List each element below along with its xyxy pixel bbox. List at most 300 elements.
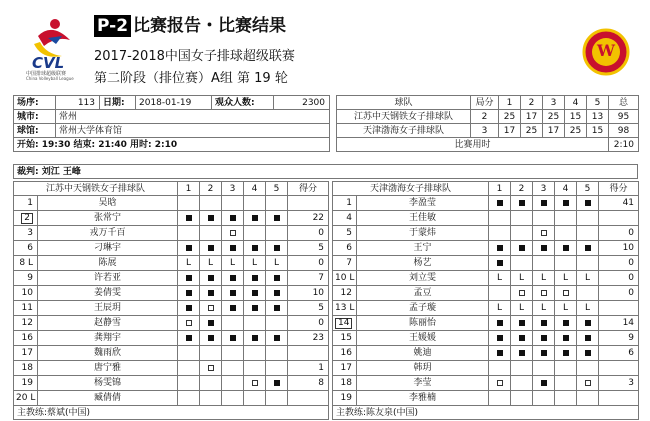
set-participation [489,361,511,376]
starter-mark-icon [252,305,258,311]
player-number-cell [333,331,357,346]
referees: 裁判: 刘江 王峰 [14,165,638,179]
player-points: 10 [599,241,639,256]
set-participation [533,226,555,241]
venue: 常州大学体育馆 [56,124,330,138]
set-participation [178,361,200,376]
set-participation [555,301,577,316]
player-number-cell [14,391,38,406]
set-participation [200,301,222,316]
player-number-cell [333,211,357,226]
starter-mark-icon [252,290,258,296]
starter-mark-icon [230,275,236,281]
set-participation [200,331,222,346]
set-participation [511,346,533,361]
player-row [14,331,329,346]
set-participation [178,331,200,346]
starter-mark-icon [519,335,525,341]
set-participation [555,346,577,361]
starter-mark-icon [274,305,280,311]
player-name: 吴晗 [38,196,178,211]
set-participation [266,346,288,361]
set-participation [511,211,533,226]
player-points [599,391,639,406]
player-number: 13 [335,303,347,313]
score-header: 5 [587,96,609,110]
set-participation [489,331,511,346]
starter-mark-icon [541,335,547,341]
set-participation [533,256,555,271]
set-participation [555,241,577,256]
player-name: 杨雯锦 [38,376,178,391]
starter-mark-icon [497,350,503,356]
starter-mark-icon [274,275,280,281]
player-points: 23 [288,331,329,346]
match-date: 2018-01-19 [136,96,212,110]
starter-mark-icon [208,215,214,221]
set-participation [533,376,555,391]
set-participation [489,226,511,241]
report-code: P-2 [94,15,131,37]
player-number-cell [14,376,38,391]
score-cell: 15 [565,110,587,124]
set-participation [489,271,511,286]
score-header: 3 [543,96,565,110]
set-participation [533,241,555,256]
team-name: 江苏中天钢铁女子排球队 [14,182,178,196]
logo-subtitle: 中国排球超级联赛 [26,71,67,77]
set-participation [244,226,266,241]
player-number: 19 [21,378,33,388]
player-points [599,211,639,226]
set-participation [266,241,288,256]
starter-mark-icon [563,320,569,326]
player-number-cell [333,376,357,391]
player-points: 0 [288,316,329,331]
substitute-mark-icon [497,380,503,386]
city-label: 城市: [14,110,56,124]
starter-mark-icon [230,290,236,296]
set-participation [222,226,244,241]
player-number: 11 [21,303,33,313]
set-participation [200,286,222,301]
score-header: 4 [565,96,587,110]
set-participation [200,256,222,271]
player-points: 0 [599,226,639,241]
starter-mark-icon [274,290,280,296]
set-participation [244,241,266,256]
libero-set-mark: L [497,273,503,283]
match-duration-label: 比赛用时 [337,138,609,152]
player-number-cell [333,241,357,256]
libero-set-mark: L [274,258,280,268]
score-cell: 13 [587,110,609,124]
libero-set-mark: L [497,303,503,313]
starter-mark-icon [497,200,503,206]
score-cell: 15 [587,124,609,138]
score-row [337,124,639,138]
player-name: 李莹 [357,376,489,391]
substitute-mark-icon [230,230,236,236]
starter-mark-icon [541,320,547,326]
starter-mark-icon [274,335,280,341]
player-row [14,271,329,286]
set-participation [533,196,555,211]
set-participation [555,376,577,391]
set-participation [222,331,244,346]
set-participation [533,271,555,286]
starter-mark-icon [519,245,525,251]
player-number-cell [333,361,357,376]
set-participation [577,316,599,331]
set-header: 3 [533,182,555,196]
score-cell: 2 [471,110,499,124]
set-header: 1 [489,182,511,196]
player-name: 于蒙炜 [357,226,489,241]
player-number: 16 [340,348,352,358]
set-participation [489,211,511,226]
set-participation [555,256,577,271]
set-participation [266,376,288,391]
player-number-cell [333,346,357,361]
match-duration: 2:10 [609,138,639,152]
player-number-cell [14,241,38,256]
player-row [333,256,639,271]
libero-set-mark: L [585,303,591,313]
player-number-cell [333,391,357,406]
set-participation [178,316,200,331]
set-participation [577,376,599,391]
player-points [599,361,639,376]
set-participation [577,256,599,271]
set-participation [489,241,511,256]
player-number: 6 [346,243,352,253]
player-number-cell [333,286,357,301]
player-number-cell [14,331,38,346]
audience: 2300 [274,96,330,110]
set-participation [489,196,511,211]
player-points: 14 [599,316,639,331]
player-row [14,346,329,361]
set-participation [222,241,244,256]
set-participation [200,271,222,286]
set-participation [489,346,511,361]
set-participation [200,196,222,211]
set-participation [178,346,200,361]
player-number: 2 [21,213,33,224]
score-cell: 25 [543,110,565,124]
set-header: 2 [200,182,222,196]
substitute-mark-icon [208,365,214,371]
starter-mark-icon [230,215,236,221]
player-name: 臧倩倩 [38,391,178,406]
player-number: 4 [346,213,352,223]
substitute-mark-icon [519,290,525,296]
set-participation [555,361,577,376]
starter-mark-icon [208,320,214,326]
player-name: 王辰玥 [38,301,178,316]
set-participation [533,346,555,361]
set-participation [533,316,555,331]
starter-mark-icon [208,275,214,281]
player-points: 22 [288,211,329,226]
starter-mark-icon [585,320,591,326]
set-participation [266,271,288,286]
player-number-cell [333,301,357,316]
set-participation [222,196,244,211]
set-participation [266,391,288,406]
player-name: 孟子璇 [357,301,489,316]
set-participation [244,196,266,211]
set-header: 得分 [288,182,329,196]
starter-mark-icon [497,260,503,266]
set-participation [533,391,555,406]
starter-mark-icon [541,245,547,251]
player-number: 1 [346,198,352,208]
player-row [14,211,329,226]
starter-mark-icon [541,200,547,206]
set-participation [222,211,244,226]
player-row [14,316,329,331]
player-points [599,301,639,316]
player-name: 孟豆 [357,286,489,301]
player-name: 杨艺 [357,256,489,271]
starter-mark-icon [519,200,525,206]
set-participation [244,361,266,376]
city: 常州 [56,110,330,124]
set-participation [178,271,200,286]
set-participation [533,211,555,226]
player-number: 18 [21,363,33,373]
logo-subtitle-en: China Volleyball League [26,76,74,81]
score-header: 2 [521,96,543,110]
player-name: 李盈莹 [357,196,489,211]
set-participation [577,241,599,256]
starter-mark-icon [252,335,258,341]
set-participation [178,211,200,226]
starter-mark-icon [563,335,569,341]
player-points: 0 [599,256,639,271]
player-number: 20 [16,393,28,403]
team-logo [582,28,630,76]
player-number: 8 [19,258,26,268]
player-name: 戎万千百 [38,226,178,241]
set-participation [222,346,244,361]
set-participation [555,331,577,346]
starter-mark-icon [497,245,503,251]
score-cell: 95 [609,110,639,124]
set-participation [222,316,244,331]
set-participation [178,256,200,271]
starter-mark-icon [274,245,280,251]
player-points: 5 [288,301,329,316]
set-participation [266,301,288,316]
set-participation [200,241,222,256]
player-number: 10 [335,273,347,283]
set-participation [244,256,266,271]
set-participation [533,331,555,346]
player-number: 10 [21,288,33,298]
player-points: 0 [288,256,329,271]
player-points: 5 [288,241,329,256]
set-participation [511,376,533,391]
player-points [288,391,329,406]
referee-table [13,164,638,179]
player-name: 姚迪 [357,346,489,361]
team-name: 天津渤海女子排球队 [333,182,489,196]
substitute-mark-icon [541,290,547,296]
player-points: 0 [599,271,639,286]
set-participation [244,316,266,331]
libero-set-mark: L [186,258,192,268]
player-name: 韩玥 [357,361,489,376]
substitute-mark-icon [541,230,547,236]
player-number-cell [333,226,357,241]
set-participation [244,301,266,316]
player-number: 9 [27,273,33,283]
round-title: 第二阶段（排位赛）A组 第 19 轮 [94,71,288,86]
set-header: 5 [266,182,288,196]
venue-label: 球馆: [14,124,56,138]
cvl-logo [22,14,84,80]
set-participation [489,301,511,316]
set-participation [489,391,511,406]
set-participation [266,226,288,241]
team-logo-char: W [597,41,615,60]
audience-label: 观众人数: [212,96,274,110]
player-row [333,346,639,361]
starter-mark-icon [497,335,503,341]
player-row [333,226,639,241]
player-name: 李雅楠 [357,391,489,406]
set-participation [178,241,200,256]
score-row [337,110,639,124]
player-number: 5 [346,228,352,238]
set-participation [266,196,288,211]
set-participation [511,331,533,346]
libero-set-mark: L [252,258,258,268]
player-number-cell [14,196,38,211]
set-participation [200,391,222,406]
score-team-name: 江苏中天钢铁女子排球队 [337,110,471,124]
set-participation [266,286,288,301]
player-number-cell [14,256,38,271]
starter-mark-icon [186,275,192,281]
set-participation [178,196,200,211]
player-number-cell [14,286,38,301]
set-participation [222,256,244,271]
set-header: 4 [244,182,266,196]
libero-set-mark: L [563,273,569,283]
starter-mark-icon [585,245,591,251]
player-row [333,331,639,346]
player-number-cell [14,226,38,241]
left-team-roster [13,181,329,420]
set-participation [200,226,222,241]
starter-mark-icon [186,305,192,311]
set-participation [222,301,244,316]
set-participation [511,301,533,316]
set-participation [511,241,533,256]
set-participation [577,331,599,346]
player-row [14,196,329,211]
starter-mark-icon [208,245,214,251]
player-points: 1 [288,361,329,376]
starter-mark-icon [274,380,280,386]
set-participation [222,271,244,286]
player-name: 刁琳宇 [38,241,178,256]
set-participation [533,361,555,376]
set-participation [200,211,222,226]
set-participation [222,391,244,406]
head-coach: 主教练:蔡斌(中国) [14,406,329,420]
score-cell: 17 [499,124,521,138]
libero-set-mark: L [519,273,525,283]
match-time: 开始: 19:30 结束: 21:40 用时: 2:10 [14,138,330,152]
player-number: 17 [21,348,33,358]
score-cell: 98 [609,124,639,138]
starter-mark-icon [585,335,591,341]
set-participation [178,286,200,301]
player-row [333,196,639,211]
starter-mark-icon [585,350,591,356]
set-participation [222,376,244,391]
starter-mark-icon [274,215,280,221]
player-points: 7 [288,271,329,286]
set-participation [244,346,266,361]
player-number-cell [14,271,38,286]
score-cell: 3 [471,124,499,138]
substitute-mark-icon [585,380,591,386]
score-team-name: 天津渤海女子排球队 [337,124,471,138]
set-participation [511,196,533,211]
set-header: 2 [511,182,533,196]
set-participation [489,286,511,301]
player-name: 陈展 [38,256,178,271]
player-points: 9 [599,331,639,346]
match-no-label: 场序: [14,96,56,110]
starter-mark-icon [519,350,525,356]
starter-mark-icon [563,245,569,251]
set-participation [555,286,577,301]
libero-set-mark: L [585,273,591,283]
match-info-table [13,95,330,152]
substitute-mark-icon [563,290,569,296]
substitute-mark-icon [208,305,214,311]
logo-text: CVL [32,54,65,72]
score-header: 总 [609,96,639,110]
player-row [14,241,329,256]
player-name: 魏雨欣 [38,346,178,361]
set-participation [577,346,599,361]
set-participation [555,196,577,211]
player-number-cell [14,211,38,226]
player-points [288,346,329,361]
starter-mark-icon [541,380,547,386]
set-participation [489,316,511,331]
set-participation [555,391,577,406]
libero-set-mark: L [230,258,236,268]
score-cell: 25 [499,110,521,124]
player-points: 0 [599,286,639,301]
starter-mark-icon [252,275,258,281]
starter-mark-icon [252,245,258,251]
score-cell: 17 [521,110,543,124]
set-header: 1 [178,182,200,196]
starter-mark-icon [519,320,525,326]
set-participation [577,211,599,226]
player-row [14,301,329,316]
